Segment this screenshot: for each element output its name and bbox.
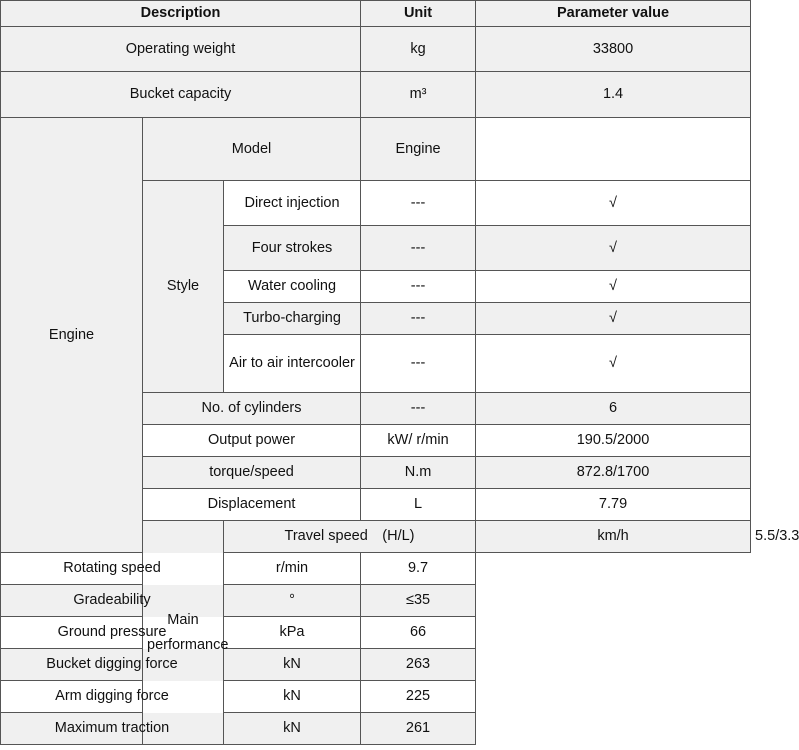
row-unit: L <box>361 489 476 521</box>
row-value: 33800 <box>476 27 751 72</box>
row-unit: ° <box>224 585 361 617</box>
row-value: √ <box>476 271 751 303</box>
row-label: Direct injection <box>224 181 361 226</box>
row-label: Four strokes <box>224 226 361 271</box>
row-label: Operating weight <box>1 27 361 72</box>
row-value: 261 <box>361 713 476 745</box>
header-description: Description <box>1 1 361 27</box>
row-value: √ <box>476 226 751 271</box>
row-value: 6 <box>476 393 751 425</box>
row-unit: Engine <box>361 118 476 181</box>
header-unit: Unit <box>361 1 476 27</box>
row-value: 190.5/2000 <box>476 425 751 457</box>
row-label: No. of cylinders <box>143 393 361 425</box>
row-label: Bucket capacity <box>1 72 361 118</box>
row-unit: kN <box>224 713 361 745</box>
row-value: 872.8/1700 <box>476 457 751 489</box>
row-label: torque/speed <box>143 457 361 489</box>
performance-group-label: Main performance <box>143 521 224 745</box>
table-row <box>1 649 751 681</box>
row-unit: --- <box>361 393 476 425</box>
row-unit: N.m <box>361 457 476 489</box>
engine-group-label: Engine <box>1 118 143 553</box>
table-row <box>1 617 751 649</box>
row-label: Ground pressure <box>1 617 224 649</box>
row-value: 1.4 <box>476 72 751 118</box>
header-parameter-value: Parameter value <box>476 1 751 27</box>
row-value: 7.79 <box>476 489 751 521</box>
row-value: 225 <box>361 681 476 713</box>
row-value: 66 <box>361 617 476 649</box>
row-value: ≤35 <box>361 585 476 617</box>
table-row <box>1 27 751 72</box>
row-label: Displacement <box>143 489 361 521</box>
row-value: √ <box>476 181 751 226</box>
header-row <box>1 1 751 27</box>
row-label: Arm digging force <box>1 681 224 713</box>
table-row <box>1 585 751 617</box>
row-unit: kPa <box>224 617 361 649</box>
row-unit: km/h <box>476 521 751 553</box>
row-value: 9.7 <box>361 553 476 585</box>
row-value: √ <box>476 335 751 393</box>
row-label: Air to air intercooler <box>224 335 361 393</box>
row-value: 263 <box>361 649 476 681</box>
row-unit: kg <box>361 27 476 72</box>
row-label: Rotating speed <box>1 553 224 585</box>
row-value <box>476 118 751 181</box>
row-unit: --- <box>361 181 476 226</box>
table-row: Main performance Travel speed (H/L) km/h 5.5/3.3 <box>1 521 751 553</box>
row-label: Travel speed (H/L) <box>224 521 476 553</box>
row-unit: --- <box>361 303 476 335</box>
row-unit: --- <box>361 226 476 271</box>
style-group-label: Style <box>143 181 224 393</box>
table-row <box>1 118 751 181</box>
row-unit: r/min <box>224 553 361 585</box>
row-unit: kW/ r/min <box>361 425 476 457</box>
row-label: Bucket digging force <box>1 649 224 681</box>
row-label: Model <box>143 118 361 181</box>
table-row <box>1 681 751 713</box>
row-unit: --- <box>361 271 476 303</box>
table-row <box>1 553 751 585</box>
table-row <box>1 713 751 745</box>
row-unit: --- <box>361 335 476 393</box>
row-value: √ <box>476 303 751 335</box>
row-label: Gradeability <box>1 585 224 617</box>
table-row <box>1 72 751 118</box>
row-label: Water cooling <box>224 271 361 303</box>
row-unit: kN <box>224 681 361 713</box>
row-unit: kN <box>224 649 361 681</box>
row-label: Output power <box>143 425 361 457</box>
row-label: Maximum traction <box>1 713 224 745</box>
row-label: Turbo-charging <box>224 303 361 335</box>
row-unit: m³ <box>361 72 476 118</box>
